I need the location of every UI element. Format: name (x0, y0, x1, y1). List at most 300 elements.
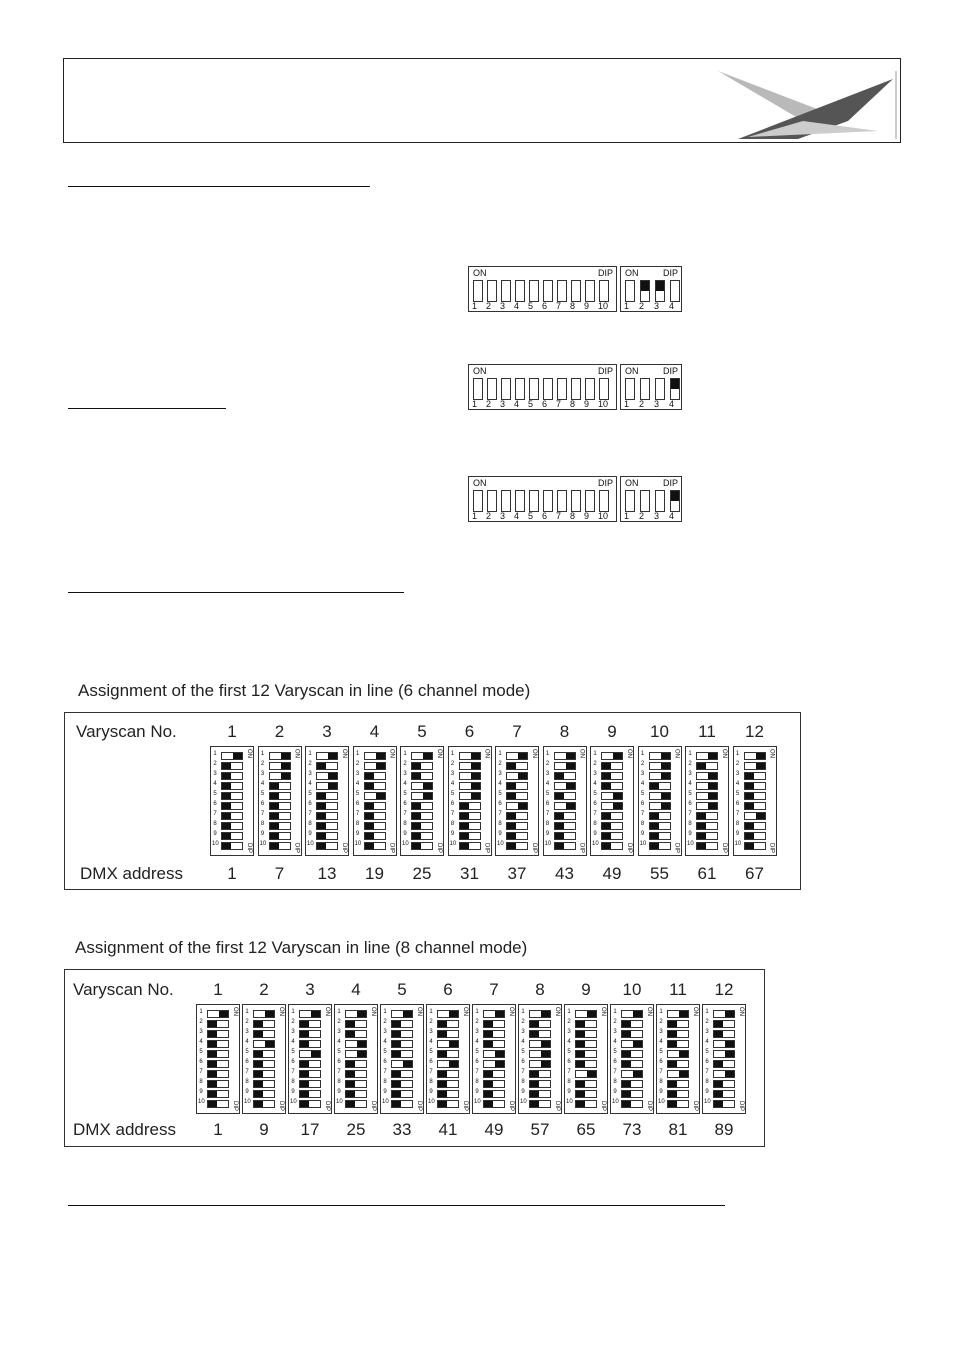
switch-lever (601, 832, 623, 840)
switch-lever (649, 762, 671, 770)
switch-lever (575, 1030, 597, 1038)
dip-switch-example (468, 266, 682, 312)
switch-number: 2 (705, 1019, 709, 1025)
switch-number: 3 (199, 1029, 203, 1035)
dip-switch-lever (625, 378, 635, 400)
dip-switch-lever (529, 378, 539, 400)
switch-lever (207, 1100, 229, 1108)
dip-switch-lever (557, 280, 567, 302)
switch-number: 8 (355, 821, 360, 827)
switch-number: 4 (593, 781, 597, 787)
switch-on-label: ON (324, 1007, 330, 1016)
switch-number: 4 (199, 1039, 203, 1045)
switch-number: 3 (355, 771, 360, 777)
address-dip-switch (590, 746, 634, 856)
switch-number: 2 (545, 761, 550, 767)
dip-switch-lever (473, 490, 483, 512)
switch-number: 3 (545, 771, 550, 777)
switch-number: 8 (450, 821, 455, 827)
dip-switch-number: 5 (528, 301, 534, 311)
switch-number: 9 (383, 1089, 387, 1095)
switch-number: 9 (705, 1089, 709, 1095)
switch-number: 10 (612, 1099, 619, 1105)
section-rule-2 (68, 408, 226, 409)
switch-lever (253, 1070, 275, 1078)
dip-switch-number: 7 (556, 399, 562, 409)
switch-lever (713, 1020, 735, 1028)
switch-number: 8 (521, 1079, 525, 1085)
switch-lever (316, 782, 338, 790)
switch-number: 5 (593, 791, 597, 797)
switch-lever (437, 1090, 459, 1098)
switch-on-label: ON (232, 1007, 238, 1016)
table6 (64, 712, 801, 890)
table8-number-label: Varyscan No. (73, 980, 174, 999)
switch-number: 1 (640, 751, 645, 757)
switch-lever (649, 812, 671, 820)
switch-number: 8 (640, 821, 645, 827)
switch-lever (207, 1010, 229, 1018)
switch-number: 9 (475, 1089, 479, 1095)
varyscan-number: 1 (227, 722, 237, 741)
dip-switch-lever (670, 490, 680, 512)
switch-number: 6 (705, 1059, 709, 1065)
switch-lever (221, 832, 243, 840)
dip-switch-lever (655, 280, 665, 302)
switch-lever (649, 822, 671, 830)
switch-number: 5 (383, 1049, 387, 1055)
dip-switch-lever (585, 378, 595, 400)
switch-number: 2 (260, 761, 265, 767)
address-dip-switch (400, 746, 444, 856)
switch-lever (506, 812, 528, 820)
switch-number: 4 (613, 1039, 617, 1045)
switch-number: 9 (429, 1089, 433, 1095)
switch-lever (649, 792, 671, 800)
switch-number: 1 (213, 751, 217, 757)
switch-number: 10 (402, 841, 409, 847)
switch-lever (207, 1070, 229, 1078)
switch-dip-label: DIP (293, 842, 300, 853)
switch-lever (299, 1070, 321, 1078)
table8-caption: Assignment of the first 12 Varyscan in line (8 channel mode) (75, 938, 528, 957)
dip-switch-lever (640, 280, 650, 302)
switch-number: 8 (475, 1079, 479, 1085)
switch-dip-label: DIP (508, 1100, 514, 1111)
switch-number: 3 (245, 1029, 249, 1035)
switch-number: 8 (308, 821, 312, 827)
switch-lever (411, 802, 433, 810)
switch-lever (391, 1100, 413, 1108)
switch-lever (207, 1040, 229, 1048)
switch-lever (221, 762, 243, 770)
switch-lever (221, 752, 243, 760)
switch-lever (649, 772, 671, 780)
switch-lever (459, 802, 481, 810)
switch-number: 2 (355, 761, 360, 767)
switch-number: 9 (403, 831, 407, 837)
switch-lever (437, 1040, 459, 1048)
switch-on-label: ON (673, 749, 680, 758)
switch-number: 5 (688, 791, 692, 797)
dip-switch-lever (543, 490, 553, 512)
switch-number: 8 (429, 1079, 433, 1085)
switch-number: 6 (213, 801, 217, 807)
switch-lever (601, 792, 623, 800)
switch-number: 2 (429, 1019, 433, 1025)
switch-dip-label: DIP (554, 1100, 560, 1111)
dip-switch-lever (557, 490, 567, 512)
switch-number: 8 (705, 1079, 709, 1085)
dmx-address: 7 (274, 864, 285, 883)
switch-lever (364, 812, 386, 820)
dip-switch-number: 7 (556, 511, 562, 521)
switch-number: 1 (337, 1009, 341, 1015)
dmx-address: 37 (507, 864, 527, 883)
dmx-address: 41 (438, 1120, 458, 1139)
switch-lever (391, 1040, 413, 1048)
dip-switch-lever (585, 490, 595, 512)
switch-lever (621, 1050, 643, 1058)
page-header (63, 58, 901, 143)
switch-number: 10 (428, 1099, 435, 1105)
address-dip-switch (472, 1004, 516, 1114)
switch-on-label: ON (293, 749, 300, 758)
switch-lever (364, 802, 386, 810)
switch-number: 4 (260, 781, 265, 787)
dip-switch-lever (670, 280, 680, 302)
dip-switch-number: 2 (639, 511, 645, 521)
switch-lever (575, 1050, 597, 1058)
dip-switch-number: 3 (500, 511, 506, 521)
switch-number: 2 (688, 761, 692, 767)
address-dip-switch (448, 746, 492, 856)
switch-lever (437, 1100, 459, 1108)
switch-lever (601, 752, 623, 760)
switch-number: 3 (567, 1029, 571, 1035)
switch-dip-label: DIP (483, 842, 490, 853)
switch-number: 7 (291, 1069, 295, 1075)
switch-lever (459, 782, 481, 790)
switch-lever (207, 1020, 229, 1028)
switch-number: 3 (260, 771, 265, 777)
switch-number: 10 (449, 841, 457, 847)
dmx-address: 55 (650, 864, 669, 883)
switch-number: 5 (403, 791, 407, 797)
switch-lever (253, 1030, 275, 1038)
dip-on-label: ON (625, 268, 639, 278)
dip-switch-number: 4 (669, 301, 675, 311)
address-dip-switch (610, 1004, 654, 1114)
dip-switch-number: 2 (486, 399, 492, 409)
switch-number: 6 (613, 1059, 617, 1065)
dip-label: DIP (597, 268, 613, 278)
address-dip-switch (196, 1004, 240, 1114)
switch-number: 4 (735, 781, 740, 787)
switch-lever (437, 1080, 459, 1088)
switch-on-label: ON (738, 1007, 744, 1016)
address-dip-switch (564, 1004, 608, 1114)
switch-lever (299, 1080, 321, 1088)
dmx-address: 49 (602, 864, 622, 883)
switch-lever (391, 1090, 413, 1098)
switch-dip-label: DIP (692, 1100, 698, 1111)
switch-lever (621, 1020, 643, 1028)
switch-lever (391, 1060, 413, 1068)
switch-number: 6 (498, 801, 502, 807)
switch-lever (316, 792, 338, 800)
switch-lever (667, 1030, 689, 1038)
dip-switch-number: 3 (500, 301, 506, 311)
switch-number: 7 (429, 1069, 433, 1075)
switch-lever (696, 762, 718, 770)
varyscan-number: 12 (714, 980, 734, 999)
switch-number: 3 (475, 1029, 479, 1035)
switch-number: 1 (308, 751, 312, 757)
switch-lever (744, 812, 766, 820)
switch-lever (713, 1070, 735, 1078)
switch-lever (437, 1050, 459, 1058)
switch-number: 3 (429, 1029, 433, 1035)
switch-lever (744, 792, 766, 800)
switch-number: 8 (337, 1079, 341, 1085)
switch-number: 4 (337, 1039, 341, 1045)
switch-number: 6 (659, 1059, 663, 1065)
switch-on-label: ON (721, 749, 727, 758)
switch-number: 7 (199, 1069, 203, 1075)
varyscan-number: 7 (512, 722, 522, 741)
dip-switch-lever (585, 280, 595, 302)
switch-lever (364, 772, 386, 780)
switch-dip-label: DIP (388, 842, 395, 853)
switch-on-label: ON (388, 749, 395, 758)
switch-number: 4 (498, 781, 502, 787)
switch-number: 1 (355, 751, 360, 757)
switch-number: 6 (245, 1059, 249, 1065)
switch-lever (713, 1050, 735, 1058)
switch-lever (437, 1030, 459, 1038)
switch-on-label: ON (508, 1007, 514, 1016)
address-dip-switch (305, 746, 349, 856)
switch-number: 9 (291, 1089, 295, 1095)
varyscan-number: 2 (274, 722, 285, 741)
switch-number: 7 (450, 811, 455, 817)
address-dip-switch (495, 746, 539, 856)
switch-dip-label: DIP (721, 842, 727, 853)
switch-lever (459, 812, 481, 820)
switch-lever (696, 812, 718, 820)
switch-lever (221, 812, 243, 820)
switch-lever (529, 1090, 551, 1098)
dip-switch-number: 1 (472, 399, 478, 409)
switch-number: 8 (245, 1079, 249, 1085)
switch-number: 10 (382, 1099, 389, 1105)
switch-number: 10 (566, 1099, 573, 1105)
switch-number: 7 (521, 1069, 525, 1075)
switch-lever (667, 1020, 689, 1028)
dmx-address: 67 (745, 864, 764, 883)
switch-number: 3 (450, 771, 455, 777)
switch-number: 8 (593, 821, 597, 827)
switch-number: 5 (735, 791, 740, 797)
dip-switch-number: 2 (639, 301, 645, 311)
dip-on-label: ON (473, 366, 487, 376)
switch-lever (483, 1020, 505, 1028)
dip-switch-number: 7 (556, 301, 562, 311)
switch-lever (506, 782, 528, 790)
switch-lever (316, 772, 338, 780)
dip-switch-number: 4 (514, 511, 520, 521)
address-dip-switch (210, 746, 254, 856)
switch-number: 1 (659, 1009, 663, 1015)
dmx-address: 1 (227, 864, 237, 883)
switch-lever (621, 1060, 643, 1068)
switch-number: 3 (593, 771, 597, 777)
switch-number: 8 (545, 821, 550, 827)
switch-lever (713, 1080, 735, 1088)
switch-number: 9 (337, 1089, 341, 1095)
switch-number: 1 (245, 1009, 249, 1015)
switch-number: 8 (659, 1079, 663, 1085)
switch-lever (459, 832, 481, 840)
dip-switch-number: 2 (639, 399, 645, 409)
switch-number: 3 (688, 771, 692, 777)
switch-number: 6 (475, 1059, 479, 1065)
address-dip-switch (380, 1004, 424, 1114)
switch-number: 1 (450, 751, 455, 757)
switch-lever (316, 832, 338, 840)
switch-number: 3 (521, 1029, 525, 1035)
dip-switch-lever (515, 378, 525, 400)
switch-lever (554, 822, 576, 830)
switch-lever (529, 1070, 551, 1078)
switch-lever (411, 832, 433, 840)
dmx-address: 61 (697, 864, 717, 883)
switch-dip-label: DIP (578, 842, 585, 853)
switch-lever (299, 1050, 321, 1058)
dmx-address: 1 (213, 1120, 223, 1139)
switch-lever (621, 1040, 643, 1048)
switch-lever (649, 842, 671, 850)
switch-lever (529, 1080, 551, 1088)
switch-number: 4 (659, 1039, 663, 1045)
switch-number: 10 (497, 841, 504, 847)
switch-lever (364, 842, 386, 850)
dip-switch-number: 8 (570, 511, 576, 521)
switch-number: 3 (403, 771, 407, 777)
switch-lever (316, 842, 338, 850)
switch-number: 1 (593, 751, 597, 757)
dip-switch-number: 9 (584, 301, 590, 311)
switch-on-label: ON (600, 1007, 606, 1016)
switch-lever (345, 1030, 367, 1038)
switch-lever (667, 1070, 689, 1078)
dip-switch-lever (640, 490, 650, 512)
dip-label: DIP (662, 366, 678, 376)
switch-number: 6 (521, 1059, 525, 1065)
switch-number: 8 (498, 821, 502, 827)
dip-switch-number: 4 (669, 511, 675, 521)
switch-lever (713, 1010, 735, 1018)
switch-lever (364, 822, 386, 830)
switch-lever (554, 832, 576, 840)
switch-dip-label: DIP (673, 842, 680, 853)
dip-switch-10 (468, 476, 617, 522)
switch-number: 9 (245, 1089, 249, 1095)
switch-lever (345, 1010, 367, 1018)
switch-number: 7 (545, 811, 550, 817)
switch-lever (713, 1090, 735, 1098)
varyscan-number: 9 (607, 722, 617, 741)
switch-lever (696, 842, 718, 850)
dip-on-label: ON (473, 268, 487, 278)
switch-dip-label: DIP (646, 1100, 652, 1111)
switch-number: 10 (259, 841, 267, 847)
switch-number: 1 (705, 1009, 709, 1015)
switch-lever (483, 1060, 505, 1068)
switch-lever (459, 822, 481, 830)
switch-lever (529, 1010, 551, 1018)
switch-number: 5 (450, 791, 455, 797)
switch-number: 4 (429, 1039, 433, 1045)
switch-on-label: ON (341, 749, 347, 758)
switch-number: 5 (498, 791, 502, 797)
dmx-address: 43 (555, 864, 574, 883)
address-dip-switch (258, 746, 302, 856)
switch-number: 4 (545, 781, 550, 787)
switch-dip-label: DIP (626, 842, 632, 853)
switch-lever (506, 842, 528, 850)
switch-lever (554, 792, 576, 800)
dip-switch-number: 9 (584, 511, 590, 521)
switch-number: 2 (475, 1019, 479, 1025)
switch-number: 9 (521, 1089, 525, 1095)
switch-number: 8 (291, 1079, 295, 1085)
switch-on-label: ON (646, 1007, 652, 1016)
dip-switch-number: 1 (624, 399, 630, 409)
switch-number: 9 (260, 831, 265, 837)
dip-switch-lever (599, 378, 609, 400)
switch-lever (601, 782, 623, 790)
switch-lever (649, 782, 671, 790)
switch-lever (601, 842, 623, 850)
switch-number: 2 (403, 761, 407, 767)
varyscan-number: 6 (464, 722, 475, 741)
varyscan-number: 10 (650, 722, 669, 741)
switch-lever (696, 772, 718, 780)
switch-on-label: ON (692, 1007, 698, 1016)
switch-number: 5 (429, 1049, 433, 1055)
switch-lever (345, 1100, 367, 1108)
varyscan-number: 7 (489, 980, 499, 999)
switch-lever (437, 1070, 459, 1078)
switch-lever (345, 1020, 367, 1028)
switch-number: 1 (475, 1009, 479, 1015)
switch-lever (253, 1050, 275, 1058)
dip-switch-lever (487, 280, 497, 302)
switch-number: 4 (383, 1039, 387, 1045)
switch-lever (299, 1010, 321, 1018)
switch-lever (299, 1040, 321, 1048)
switch-number: 3 (705, 1029, 709, 1035)
dip-switch-number: 4 (514, 399, 520, 409)
switch-number: 5 (199, 1049, 203, 1055)
switch-number: 3 (291, 1029, 295, 1035)
switch-lever (575, 1060, 597, 1068)
switch-lever (601, 772, 623, 780)
switch-lever (621, 1080, 643, 1088)
dip-switch-number: 2 (486, 511, 492, 521)
